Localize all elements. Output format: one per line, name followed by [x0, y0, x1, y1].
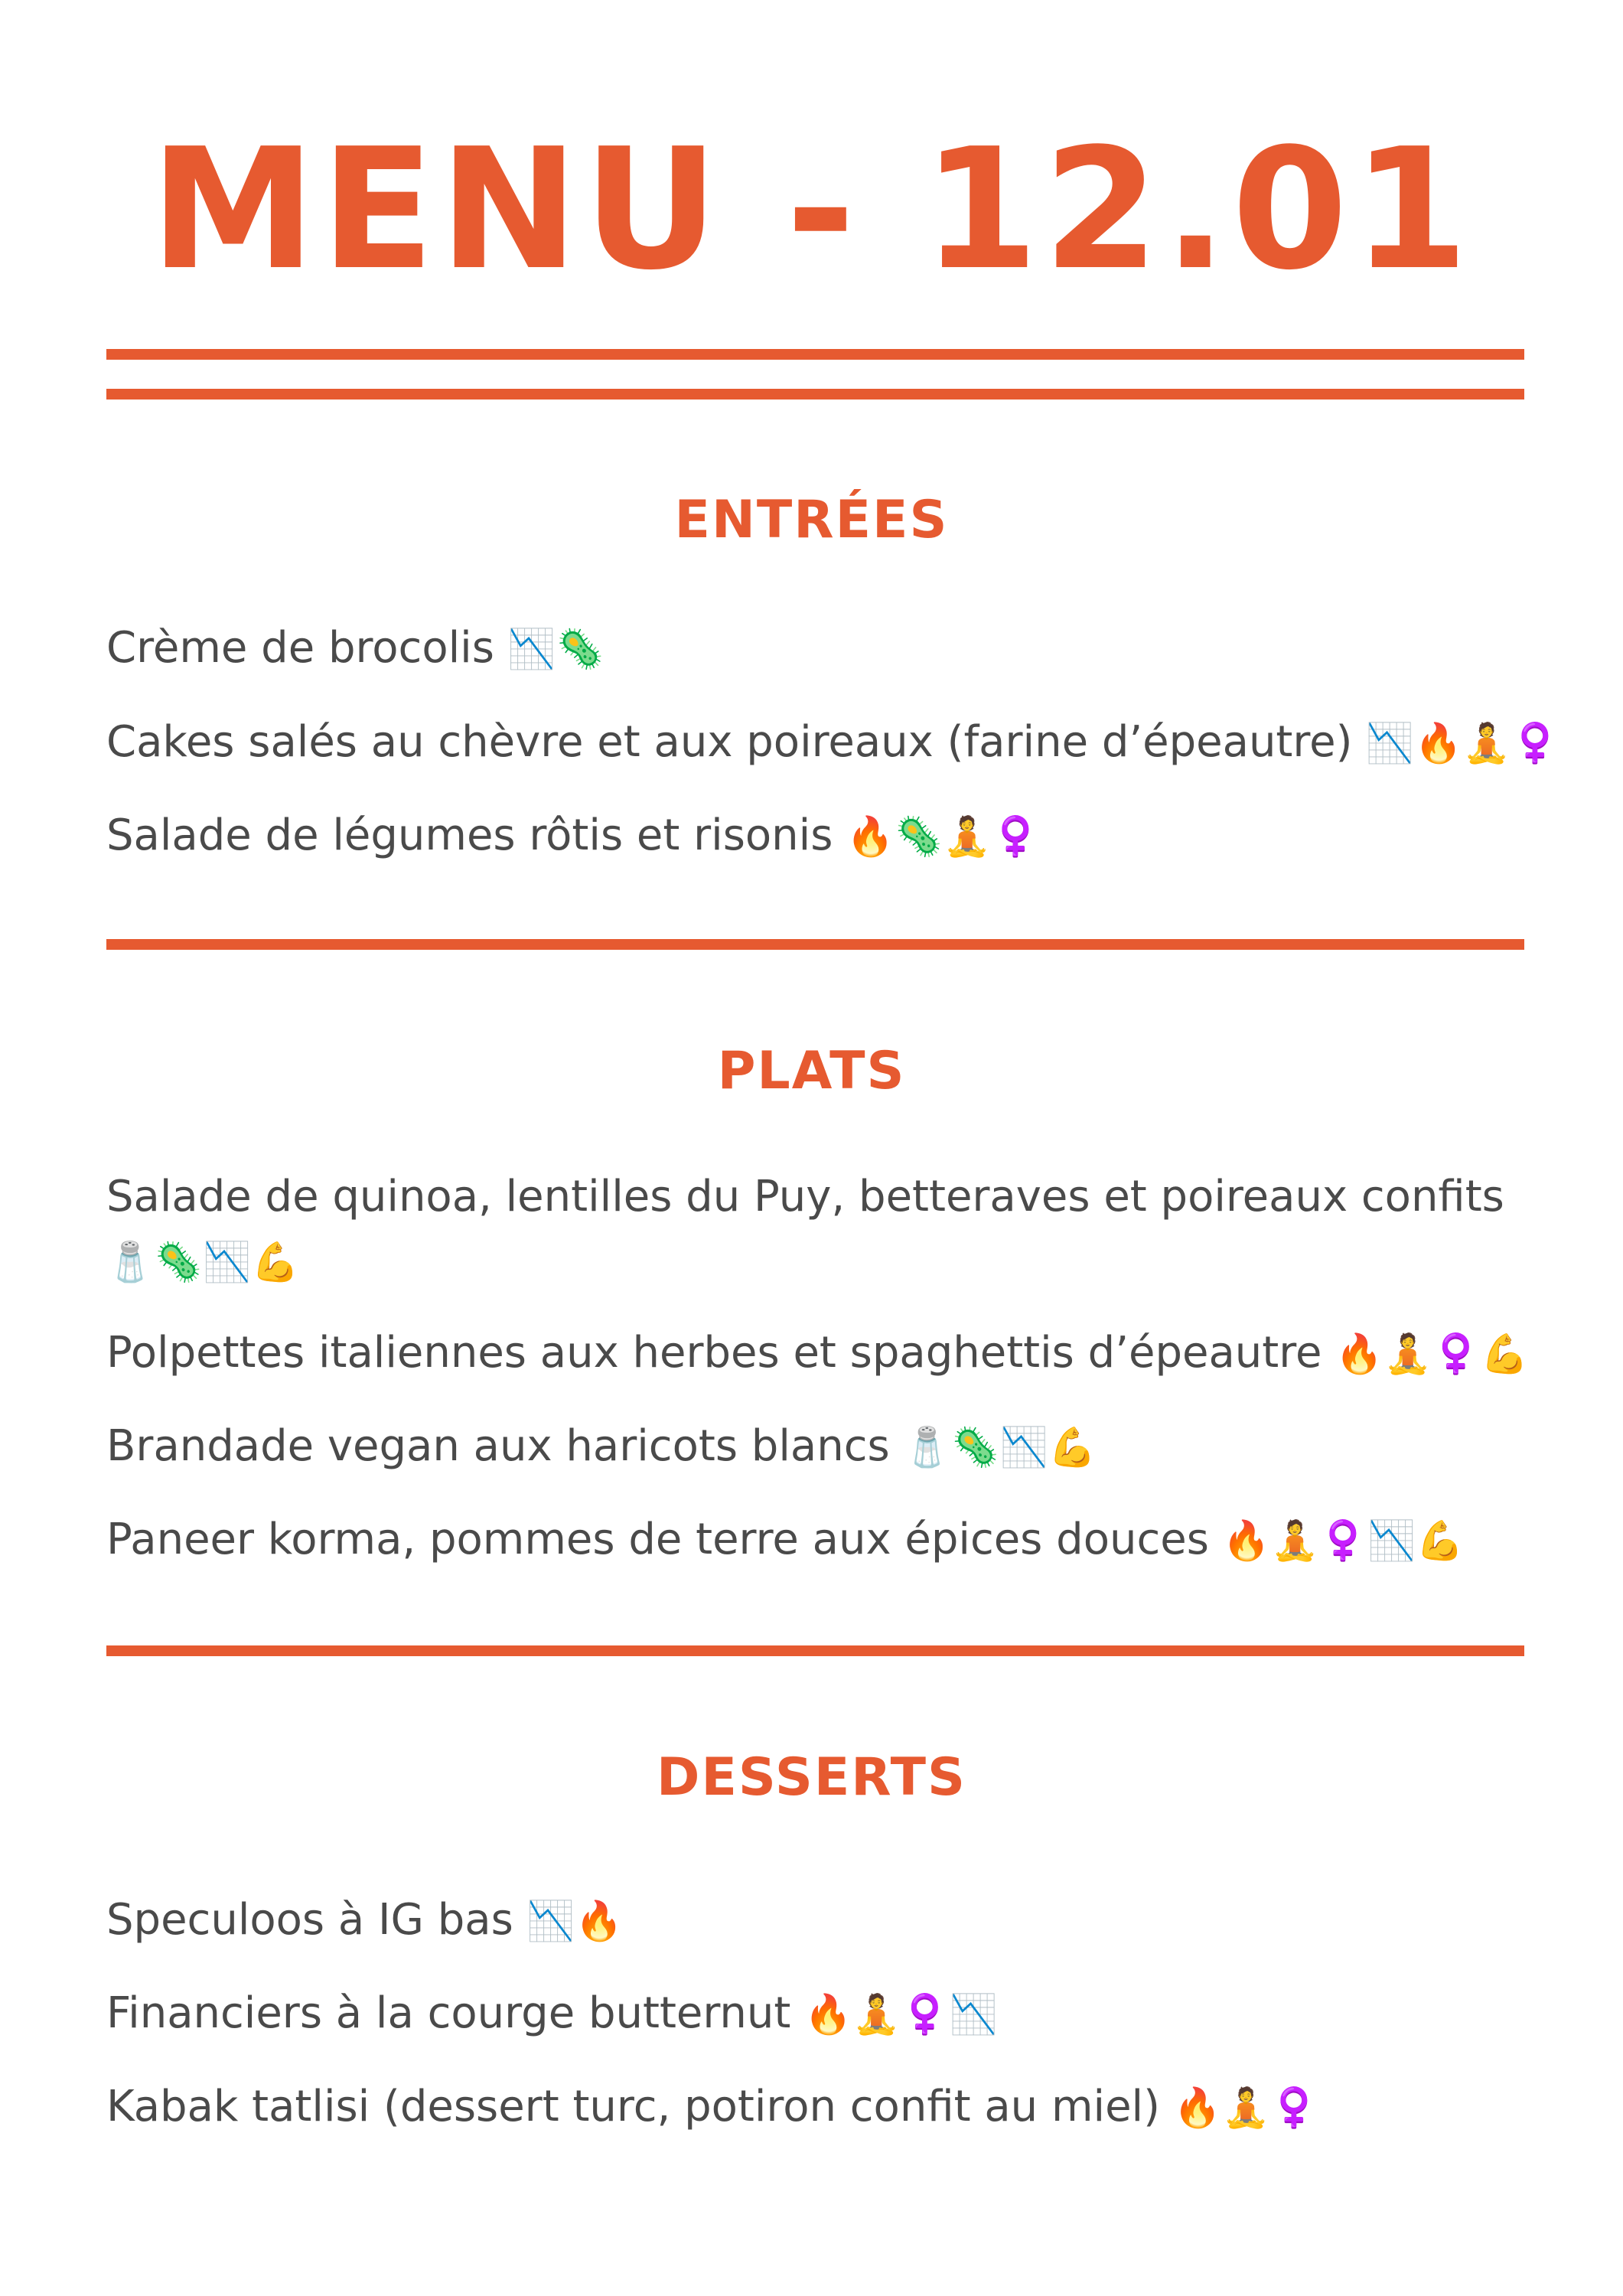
- menu-item: [106, 616, 1545, 681]
- menu-item-name: Cakes salés au chèvre et aux poireaux (farine d’épeautre): [106, 717, 1353, 767]
- menu-item-name: Speculoos à IG bas: [106, 1895, 513, 1945]
- diet-tags-icon: 🔥🧘♀️📉: [804, 1992, 999, 2037]
- menu-item: [106, 2075, 1545, 2140]
- menu-item: [106, 1508, 1545, 1573]
- menu-item-name: Kabak tatlisi (dessert turc, potiron confit au miel): [106, 2082, 1160, 2131]
- menu-item: [106, 710, 1560, 775]
- menu-item: [106, 1414, 1545, 1479]
- section-divider: [106, 1645, 1524, 1656]
- diet-tags-icon: 📉🔥: [526, 1899, 624, 1943]
- title-divider-bottom: [106, 389, 1524, 400]
- menu-item: [106, 1165, 1545, 1294]
- menu-item-name: Salade de quinoa, lentilles du Puy, betteraves et poireaux confits: [106, 1172, 1504, 1221]
- title-divider-top: [106, 349, 1524, 360]
- menu-title: MENU - 12.01: [149, 113, 1474, 307]
- menu-item-name: Paneer korma, pommes de terre aux épices douces: [106, 1515, 1209, 1564]
- diet-tags-icon: 📉🦠: [507, 627, 605, 671]
- menu-item: [106, 1888, 1545, 1953]
- diet-tags-icon: 🧂🦠📉💪: [903, 1425, 1097, 1469]
- diet-tags-icon: 🧂🦠📉💪: [106, 1240, 301, 1284]
- diet-tags-icon: 🔥🧘♀️💪: [1335, 1332, 1530, 1376]
- section-heading-desserts: DESSERTS: [657, 1747, 966, 1808]
- menu-item-name: Financiers à la courge butternut: [106, 1988, 791, 2038]
- menu-item: [106, 804, 1545, 869]
- diet-tags-icon: 🔥🧘♀️📉💪: [1222, 1518, 1465, 1563]
- menu-item: [106, 1321, 1545, 1386]
- diet-tags-icon: 🔥🧘♀️: [1173, 2086, 1319, 2130]
- menu-item-name: Brandade vegan aux haricots blancs: [106, 1421, 890, 1471]
- menu-item-name: Polpettes italiennes aux herbes et spaghettis d’épeautre: [106, 1328, 1322, 1378]
- menu-item-name: Crème de brocolis: [106, 623, 494, 673]
- diet-tags-icon: 🔥🦠🧘♀️: [846, 814, 1041, 859]
- section-divider: [106, 939, 1524, 950]
- menu-item: [106, 1981, 1545, 2047]
- diet-tags-icon: 📉🔥🧘♀️: [1366, 721, 1560, 765]
- menu-item-name: Salade de légumes rôtis et risonis: [106, 810, 833, 860]
- section-heading-plats: PLATS: [717, 1041, 906, 1101]
- section-heading-entrees: ENTRÉES: [674, 490, 949, 550]
